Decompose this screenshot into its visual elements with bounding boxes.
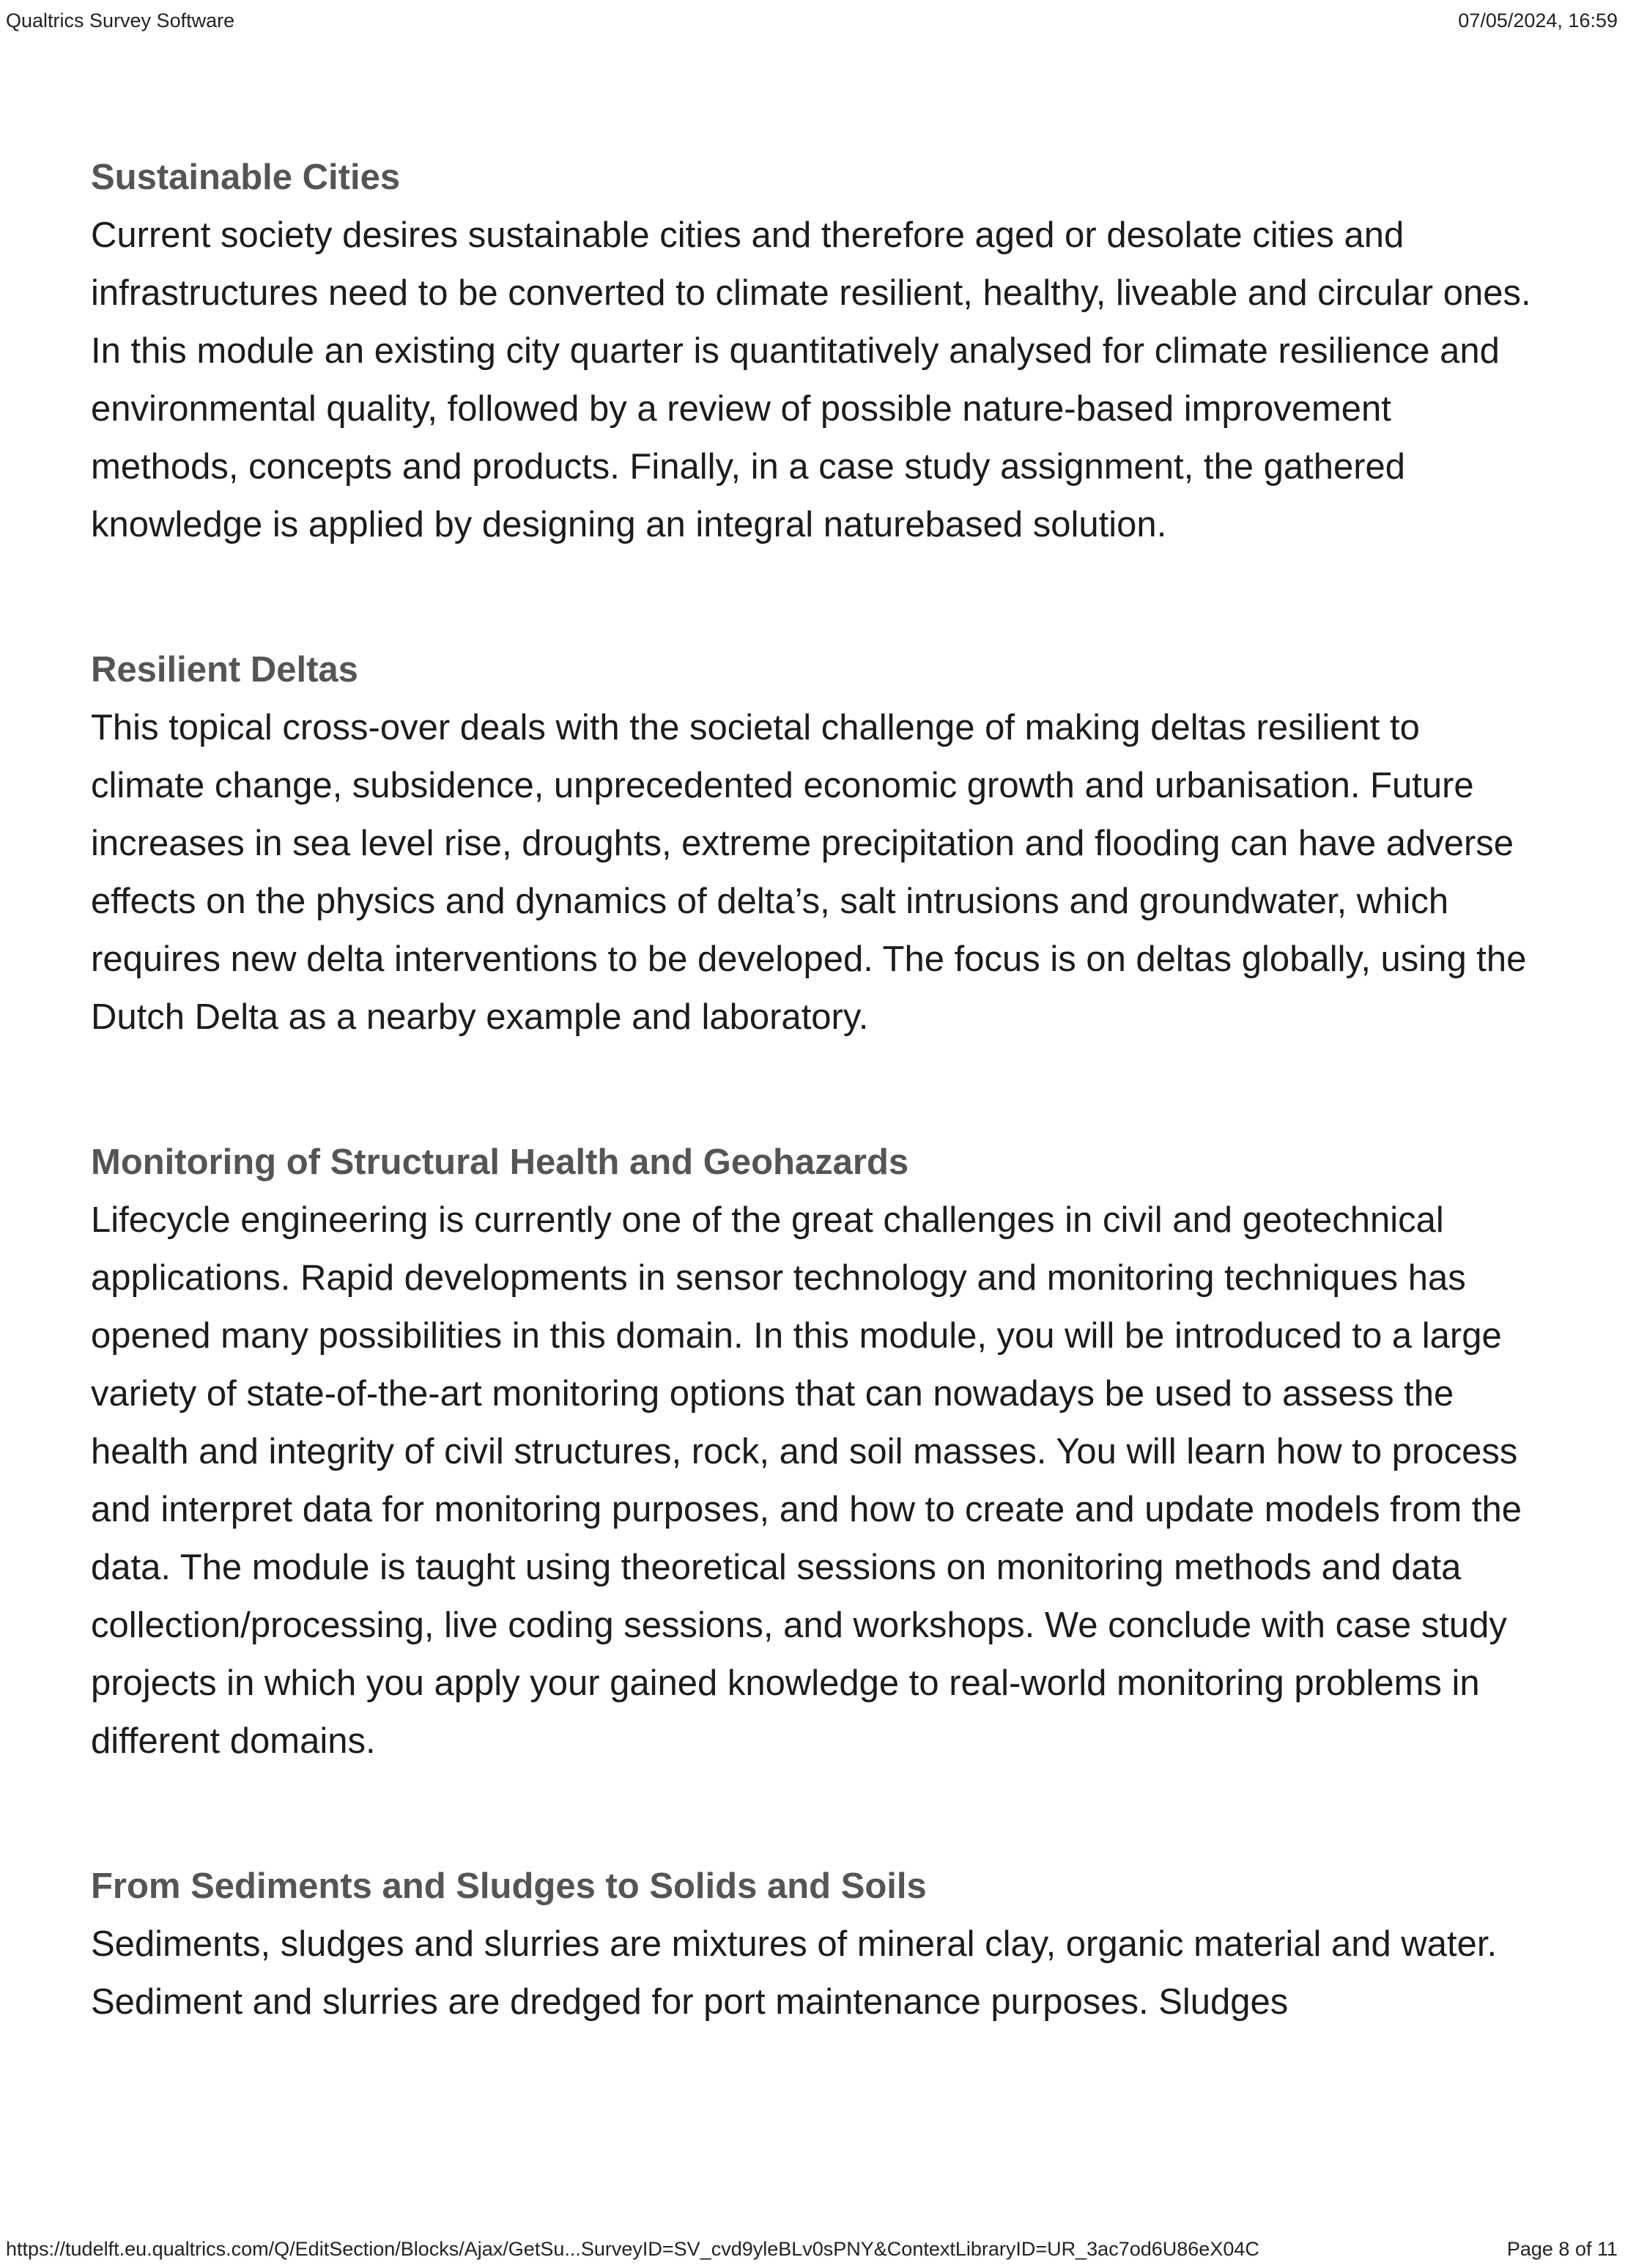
section-title: From Sediments and Sludges to Solids and Soils — [91, 1866, 927, 1906]
page-number: Page 8 of 11 — [1506, 2237, 1618, 2260]
module-section-sediments — [91, 1857, 1541, 2031]
module-section-monitoring — [91, 1133, 1541, 1770]
page-url: https://tudelft.eu.qualtrics.com/Q/EditSection/Blocks/Ajax/GetSu...SurveyID=SV_cvd9yleBLv0sPNY&ContextLibraryID=UR_3ac7od6U86eX04C — [6, 2237, 1259, 2260]
module-section-sustainable-cities — [91, 148, 1541, 554]
section-body: Current society desires sustainable cities and therefore aged or desolate cities and infrastructures need to be converted to climate resilient, healthy, liveable and circular ones. In this module an existing city quarter is quantitatively analysed for climate resilience and environmental quality, followed by a review of possible nature-based improvement methods, concepts and products. Finally, in a case study assignment, the gathered knowledge is applied by designing an integral naturebased solution. — [91, 215, 1531, 544]
module-section-resilient-deltas — [91, 640, 1541, 1046]
section-title: Monitoring of Structural Health and Geohazards — [91, 1142, 909, 1182]
page-content — [91, 148, 1541, 2031]
section-body: Sediments, sludges and slurries are mixtures of mineral clay, organic material and water. Sediment and slurries are dredged for port maintenance purposes. Sludges — [91, 1924, 1498, 2022]
section-title: Resilient Deltas — [91, 650, 358, 690]
section-body: This topical cross-over deals with the societal challenge of making deltas resilient to climate change, subsidence, unprecedented economic growth and urbanisation. Future increases in sea level rise, droughts, extreme precipitation and flooding can have adverse effects on the physics and dynamics of delta’s, salt intrusions and groundwater, which requires new delta interventions to be developed. The focus is on deltas globally, using the Dutch Delta as a nearby example and laboratory. — [91, 708, 1527, 1037]
section-title: Sustainable Cities — [91, 158, 401, 197]
app-title: Qualtrics Survey Software — [6, 9, 235, 32]
print-datetime: 07/05/2024, 16:59 — [1458, 9, 1618, 32]
print-footer — [6, 2234, 1618, 2264]
section-body: Lifecycle engineering is currently one of the great challenges in civil and geotechnical applications. Rapid developments in sensor technology and monitoring techniques has opened many possibilities in this domain. In this module, you will be introduced to a large variety of state-of-the-art monitoring options that can nowadays be used to assess the health and integrity of civil structures, rock, and soil masses. You will learn how to process and interpret data for monitoring purposes, and how to create and update models from the data. The module is taught using theoretical sessions on monitoring methods and data collection/processing, live coding sessions, and workshops. We conclude with case study projects in which you apply your gained knowledge to real-world monitoring problems in different domains. — [91, 1200, 1522, 1761]
print-header — [6, 6, 1618, 35]
